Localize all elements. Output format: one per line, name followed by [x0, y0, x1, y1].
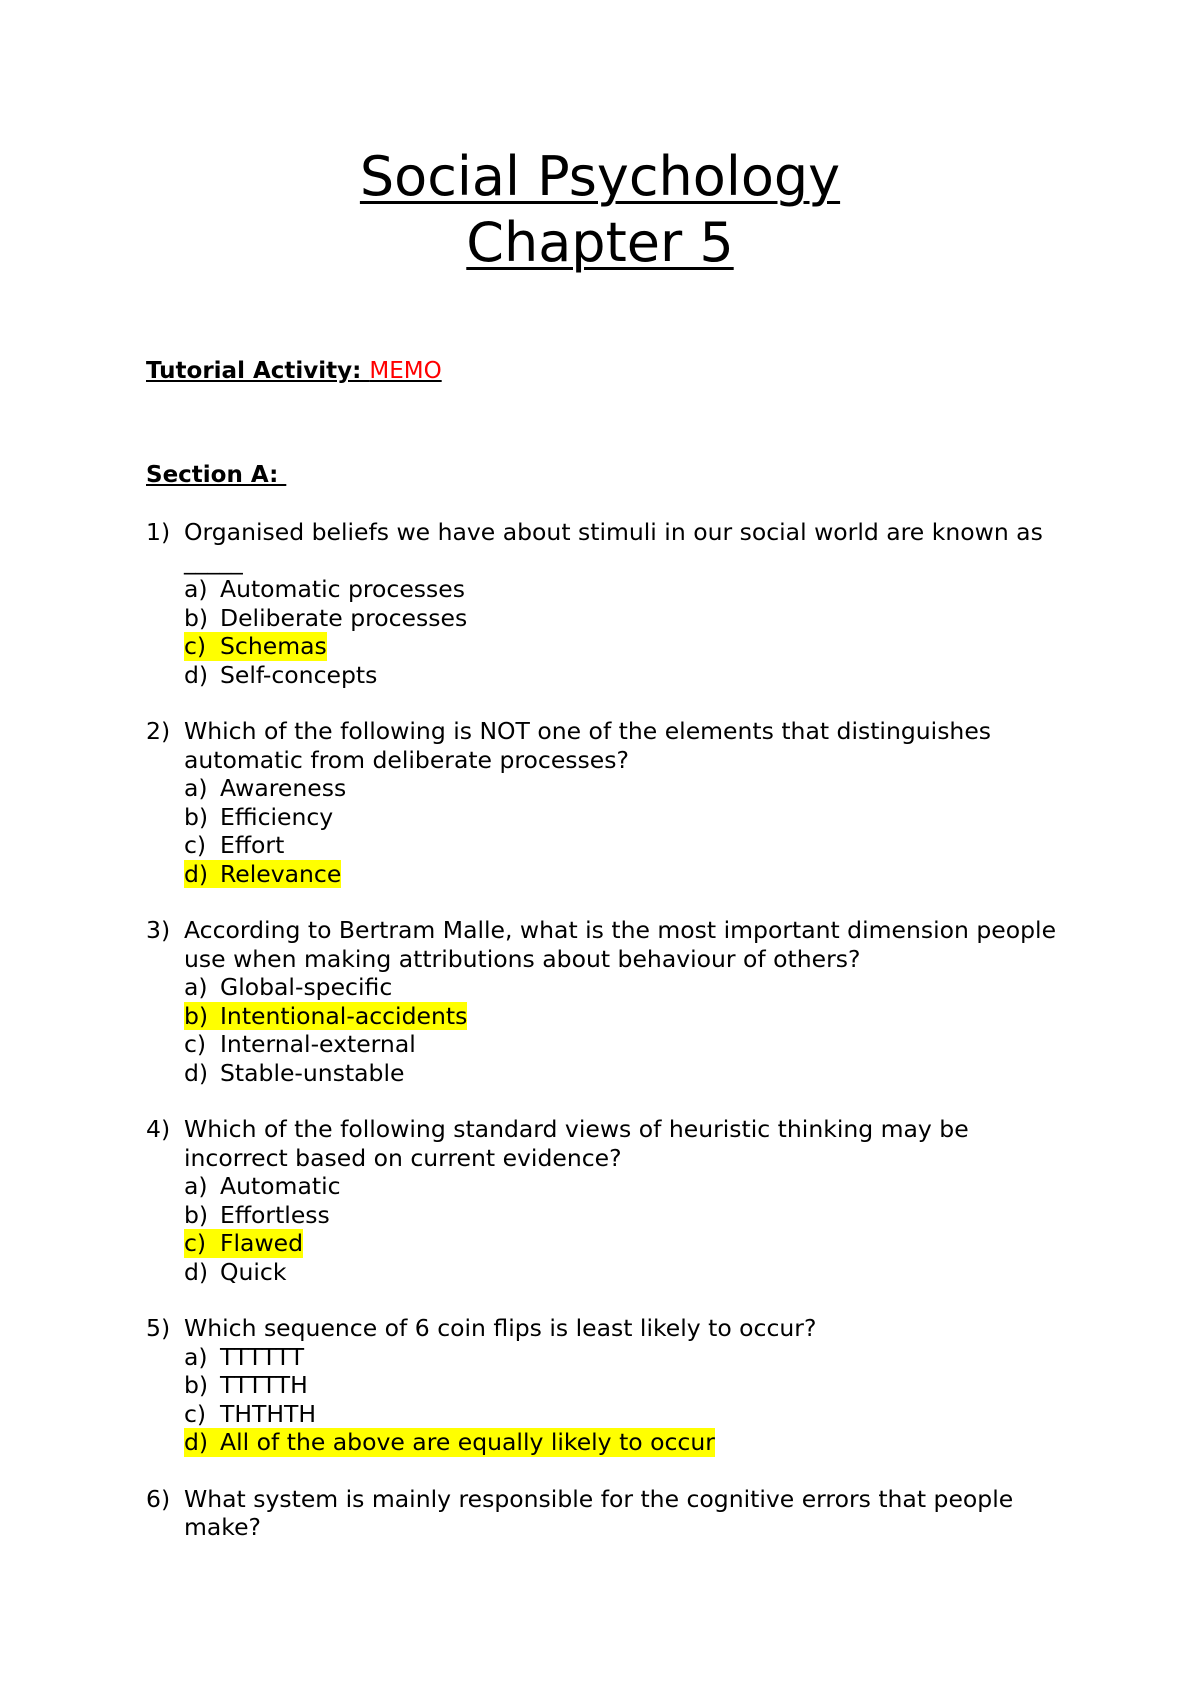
question-row	[146, 717, 1066, 774]
answer-option	[184, 831, 1066, 860]
title-line-1: Social Psychology	[359, 145, 841, 208]
option-letter: d)	[184, 1058, 209, 1087]
option-content	[184, 1371, 308, 1400]
answer-option	[184, 803, 1066, 832]
question-text: Which sequence of 6 coin flips is least likely to occur?	[184, 1314, 817, 1342]
option-text: Effort	[220, 831, 285, 859]
option-text: Quick	[220, 1257, 287, 1286]
option-letter: b)	[184, 1200, 209, 1229]
option-text: Flawed	[220, 1229, 304, 1257]
option-list	[146, 973, 1066, 1087]
question-row	[146, 916, 1066, 973]
tutorial-heading	[146, 358, 442, 384]
question-row	[146, 1485, 1066, 1542]
option-letter: b)	[184, 603, 209, 632]
memo-label: MEMO	[369, 358, 442, 384]
option-list	[146, 575, 1066, 689]
question-text: Which of the following standard views of heuristic thinking may be incorrect based on current evidence?	[184, 1115, 969, 1172]
answer-option	[184, 1400, 1066, 1429]
option-list	[146, 1172, 1066, 1286]
option-text: Awareness	[220, 774, 347, 802]
option-text: Intentional-accidents	[220, 1001, 468, 1030]
option-text: Stable-unstable	[220, 1058, 405, 1087]
option-text: Internal-external	[220, 1030, 416, 1058]
answer-option	[184, 973, 1066, 1002]
answer-option	[184, 1030, 1066, 1059]
option-content	[184, 774, 346, 803]
option-letter: a)	[184, 1172, 208, 1200]
option-letter: a)	[184, 1342, 208, 1371]
question-number: 2)	[146, 717, 171, 745]
tutorial-label: Tutorial Activity:	[146, 358, 370, 384]
question-4	[146, 1115, 1066, 1286]
question-5	[146, 1314, 1066, 1457]
option-letter: c)	[184, 1399, 207, 1428]
option-letter: c)	[184, 632, 207, 660]
option-letter: b)	[184, 1371, 209, 1399]
option-content	[184, 1201, 330, 1230]
question-text: What system is mainly responsible for the cognitive errors that people make?	[184, 1484, 1014, 1541]
correct-answer-option	[184, 1002, 1066, 1031]
correct-answer-option	[184, 860, 1066, 889]
section-heading: Section A:	[146, 462, 287, 488]
option-text: TTTTTT	[220, 1342, 305, 1371]
question-row	[146, 1314, 1066, 1343]
answer-option	[184, 1059, 1066, 1088]
option-letter: c)	[184, 1229, 207, 1257]
answer-option	[184, 1258, 1066, 1287]
option-letter: a)	[184, 973, 208, 1001]
answer-option	[184, 774, 1066, 803]
answer-highlight	[184, 632, 327, 661]
option-content	[184, 1343, 304, 1372]
option-content	[184, 575, 465, 604]
question-number: 3)	[146, 916, 171, 944]
answer-option	[184, 575, 1066, 604]
option-content	[184, 1258, 286, 1287]
question-text: Which of the following is NOT one of the elements that distinguishes automatic from deliberate processes?	[184, 717, 992, 774]
option-text: All of the above are equally likely to occur	[220, 1428, 715, 1456]
option-list	[146, 1343, 1066, 1457]
option-text: Efficiency	[220, 802, 334, 831]
option-letter: c)	[184, 1030, 207, 1058]
option-letter: a)	[184, 774, 208, 802]
option-content	[184, 1059, 404, 1088]
option-letter: d)	[184, 1428, 209, 1456]
option-letter: a)	[184, 575, 208, 603]
option-letter: d)	[184, 859, 209, 888]
correct-answer-option	[184, 632, 1066, 661]
option-letter: d)	[184, 660, 209, 689]
option-content	[184, 1400, 316, 1429]
answer-highlight	[184, 1229, 303, 1258]
option-text: Automatic processes	[220, 575, 465, 603]
answer-option	[184, 1172, 1066, 1201]
option-letter: b)	[184, 802, 209, 831]
answer-highlight	[184, 1002, 467, 1031]
question-text: Organised beliefs we have about stimuli in our social world are known as _____	[184, 518, 1043, 575]
option-text: Global-specific	[220, 973, 393, 1001]
option-text: Automatic	[220, 1172, 341, 1200]
answer-option	[184, 1343, 1066, 1372]
question-number: 6)	[146, 1484, 171, 1513]
option-content	[184, 1030, 416, 1059]
option-text: Relevance	[220, 859, 342, 888]
question-number: 5)	[146, 1314, 171, 1342]
option-content	[184, 1172, 341, 1201]
option-letter: d)	[184, 1257, 209, 1286]
option-content	[184, 831, 284, 860]
question-number: 4)	[146, 1115, 171, 1143]
option-text: Effortless	[220, 1200, 330, 1229]
question-3	[146, 916, 1066, 1087]
answer-highlight	[184, 860, 341, 889]
question-row	[146, 1115, 1066, 1172]
title-line-2: Chapter 5	[466, 211, 734, 274]
option-content	[184, 661, 377, 690]
option-list	[146, 774, 1066, 888]
option-content	[184, 604, 467, 633]
option-letter: b)	[184, 1001, 209, 1030]
answer-option	[184, 1201, 1066, 1230]
option-text: TTTTTH	[220, 1371, 308, 1399]
option-text: Deliberate processes	[220, 603, 468, 632]
correct-answer-option	[184, 1229, 1066, 1258]
option-text: Schemas	[220, 632, 327, 660]
question-6	[146, 1485, 1066, 1542]
question-number: 1)	[146, 518, 171, 546]
option-text: THTHTH	[220, 1399, 317, 1428]
answer-option	[184, 1371, 1066, 1400]
question-text: According to Bertram Malle, what is the most important dimension people use when making attributions about behaviour of others?	[184, 916, 1057, 973]
question-row	[146, 518, 1066, 575]
question-1	[146, 518, 1066, 689]
document-title	[0, 144, 1200, 276]
option-content	[184, 973, 392, 1002]
question-list	[146, 518, 1066, 1570]
answer-option	[184, 604, 1066, 633]
answer-option	[184, 661, 1066, 690]
answer-highlight	[184, 1428, 715, 1457]
correct-answer-option	[184, 1428, 1066, 1457]
option-content	[184, 803, 333, 832]
option-letter: c)	[184, 831, 207, 859]
option-text: Self-concepts	[220, 660, 378, 689]
question-2	[146, 717, 1066, 888]
